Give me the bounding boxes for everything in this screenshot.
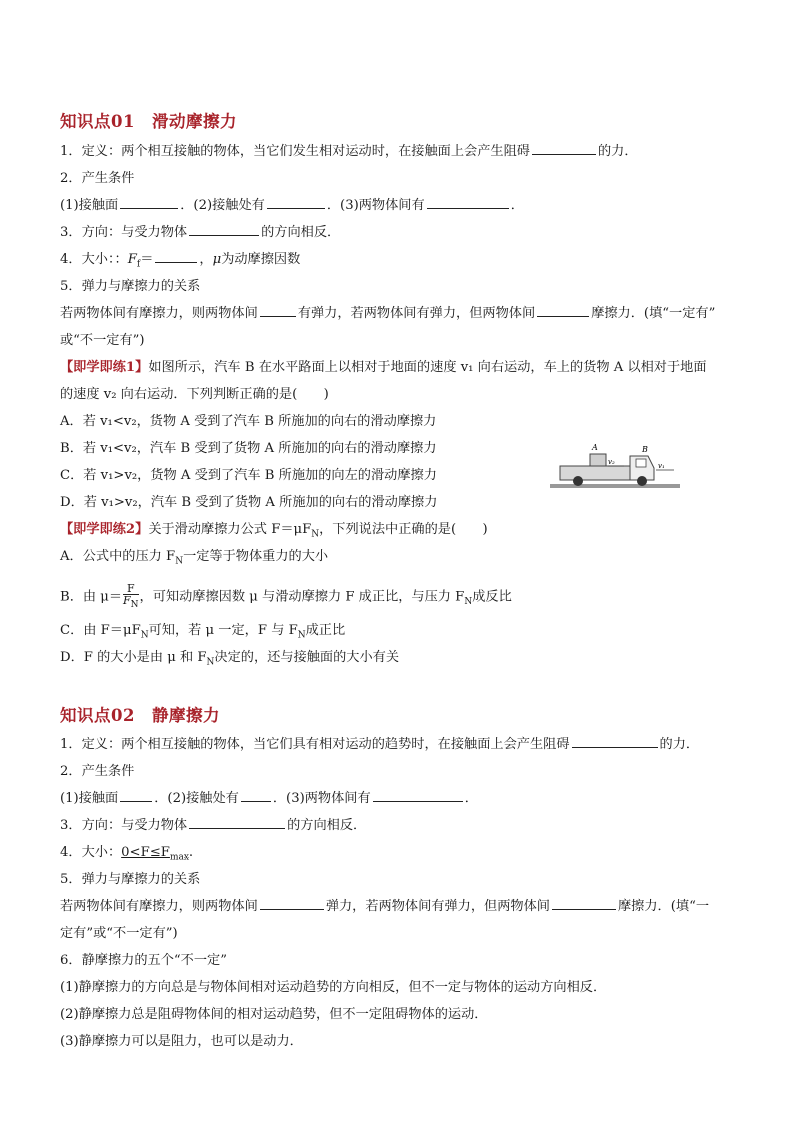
exercise-2-option-c[interactable] [60,622,345,645]
condition-heading: 2．产生条件 [60,171,135,186]
answer-blank[interactable] [241,790,271,802]
answer-blank[interactable] [537,305,589,317]
truck-bed [560,466,630,480]
exercise-2-option-d[interactable] [60,649,399,672]
condition-end: ． [464,791,478,806]
exercise-2-text: 关于滑动摩擦力公式 F＝μF [148,522,312,537]
label-v1: v₁ [658,462,665,470]
magnitude-text: 4．大小： [60,845,122,860]
exercise-2-option-b[interactable] [60,583,512,611]
direction-text: 3．方向：与受力物体 [60,818,188,833]
option-b-middle: ，可知动摩擦因数 μ 与滑动摩擦力 F 成正比，与压力 F [139,589,465,605]
magnitude-end: . [188,845,194,860]
front-wheel [637,476,647,486]
relation-heading: 5．弹力与摩擦力的关系 [60,279,201,294]
definition-text: 1．定义：两个相互接触的物体，当它们具有相对运动的趋势时，在接触面上会产生阻碍 [60,737,570,752]
answer-blank[interactable] [155,251,197,263]
relation-line [60,305,715,323]
definition-end: 的力． [597,144,638,159]
exercise-1-tag: 【即学即练1】 [60,360,149,375]
answer-blank[interactable] [260,305,296,317]
answer-blank[interactable] [532,143,596,155]
subscript: N [140,630,149,641]
answer-blank[interactable] [267,197,325,209]
condition-2: ．(2)接触处有 [180,198,265,213]
answer-blank[interactable] [120,790,152,802]
condition-line [60,197,524,215]
condition-end: ． [510,198,524,213]
relation-text-b: 弹力，若两物体间有弹力，但两物体间 [325,899,550,914]
answer-blank[interactable] [373,790,463,802]
definition-text: 1．定义：两个相互接触的物体，当它们发生相对运动时，在接触面上会产生阻碍 [60,144,530,159]
exercise-2-tag: 【即学即练2】 [60,522,149,537]
answer-blank[interactable] [189,224,259,236]
relation-text-a: 若两物体间有摩擦力，则两物体间 [60,306,258,321]
option-b-end: 成反比 [472,589,512,605]
exercise-1-option-d[interactable]: D．若 v₁>v₂，汽车 B 受到了货物 A 所施加的向右的滑动摩擦力 [60,495,438,510]
five-note-1: (1)静摩擦力的方向总是与物体间相对运动趋势的方向相反，但不一定与物体的运动方向相反． [60,980,607,995]
direction-text: 3．方向：与受力物体 [60,225,188,240]
direction-end: 的方向相反． [287,818,367,833]
relation-text-b: 有弹力，若两物体间有弹力，但两物体间 [297,306,536,321]
truck-figure [550,440,680,492]
cab-window [636,459,646,467]
magnitude-formula: $0<F\le F_{max}$ [121,845,189,863]
condition-3: ．(3)两物体间有 [272,791,371,806]
five-note-3: (3)静摩擦力可以是阻力，也可以是动力． [60,1034,303,1049]
relation-line-cont: 定有”或“不一定有”) [60,926,178,941]
condition-line [60,790,478,808]
exercise-1-stem-cont: 的速度 v₂ 向右运动．下列判断正确的是( ) [60,387,329,402]
label-b: B [642,445,648,454]
answer-blank[interactable] [427,197,509,209]
option-b-text: B．由 μ＝ [60,589,123,605]
subscript: N [311,529,320,540]
exercise-1-option-a[interactable]: A．若 v₁<v₂，货物 A 受到了汽车 B 所施加的向右的滑动摩擦力 [60,414,437,429]
condition-2: ．(2)接触处有 [154,791,239,806]
relation-line-cont: 或“不一定有”) [60,333,145,348]
definition-end: 的力． [659,737,700,752]
answer-blank[interactable] [260,898,324,910]
label-a: A [592,443,598,452]
condition-heading: 2．产生条件 [60,764,135,779]
direction-end: 的方向相反． [261,225,341,240]
direction-line [60,224,340,242]
relation-heading: 5．弹力与摩擦力的关系 [60,872,201,887]
magnitude-text: 4．大小：： [60,252,128,267]
option-a-end: 一定等于物体重力的大小 [183,549,329,564]
condition-1: (1)接触面 [60,791,119,806]
exercise-1-text: 如图所示，汽车 B 在水平路面上以相对于地面的速度 v₁ 向右运动，车上的货物 A 以相对于地面 [148,360,707,375]
condition-3: ．(3)两物体间有 [326,198,425,213]
exercise-2-text-end: ，下列说法中正确的是( ) [319,522,488,537]
mu-symbol: μ [212,252,222,267]
fraction-numerator: F [123,583,139,595]
exercise-1-option-c[interactable]: C．若 v₁>v₂，货物 A 受到了汽车 B 所施加的向左的滑动摩擦力 [60,468,437,483]
five-note-2: (2)静摩擦力总是阻碍物体间的相对运动趋势，但不一定阻碍物体的运动． [60,1007,488,1022]
comma: ， [199,252,213,267]
subscript: N [206,657,215,668]
definition-line [60,143,638,161]
direction-line [60,817,366,835]
exercise-2-stem [60,521,488,544]
option-d-text: D．F 的大小是由 μ 和 F [60,650,207,665]
option-c-text: C．由 F＝μF [60,623,141,638]
section-title-sliding-friction: 知识点01 滑动摩擦力 [60,112,237,131]
exercise-1-option-b[interactable]: B．若 v₁<v₂，汽车 B 受到了货物 A 所施加的向右的滑动摩擦力 [60,441,437,456]
five-notes-heading: 6．静摩擦力的五个“不一定” [60,953,227,968]
exercise-1-stem [60,359,707,377]
cargo-box [590,454,606,466]
label-v2: v₂ [608,458,615,466]
subscript: N [175,556,184,567]
force-symbol: F [127,252,137,267]
answer-blank[interactable] [552,898,616,910]
option-c-end: 成正比 [305,623,346,638]
magnitude-line [60,844,193,867]
answer-blank[interactable] [189,817,285,829]
equals-sign: ＝ [140,252,154,267]
magnitude-end: 为动摩擦因数 [221,252,301,267]
fraction [123,583,139,611]
exercise-2-option-a[interactable] [60,548,328,571]
road [550,484,680,488]
relation-text-c: 摩擦力．(填“一 [618,899,710,914]
section-title-static-friction: 知识点02 静摩擦力 [60,706,220,725]
relation-line [60,898,709,916]
relation-text-a: 若两物体间有摩擦力，则两物体间 [60,899,258,914]
option-c-middle: 可知，若 μ 一定，F 与 F [148,623,298,638]
magnitude-line [60,251,300,274]
definition-line [60,736,699,754]
option-d-end: 决定的，还与接触面的大小有关 [214,650,400,665]
option-a-text: A．公式中的压力 F [60,549,176,564]
rear-wheel [573,476,583,486]
relation-text-c: 摩擦力．(填“一定有” [591,306,716,321]
fraction-denominator: $F_N$ [123,594,139,611]
force-subscript: f [136,259,141,270]
condition-1: (1)接触面 [60,198,119,213]
subscript: N [464,597,473,608]
subscript: N [297,630,306,641]
answer-blank[interactable] [572,736,658,748]
answer-blank[interactable] [120,197,178,209]
